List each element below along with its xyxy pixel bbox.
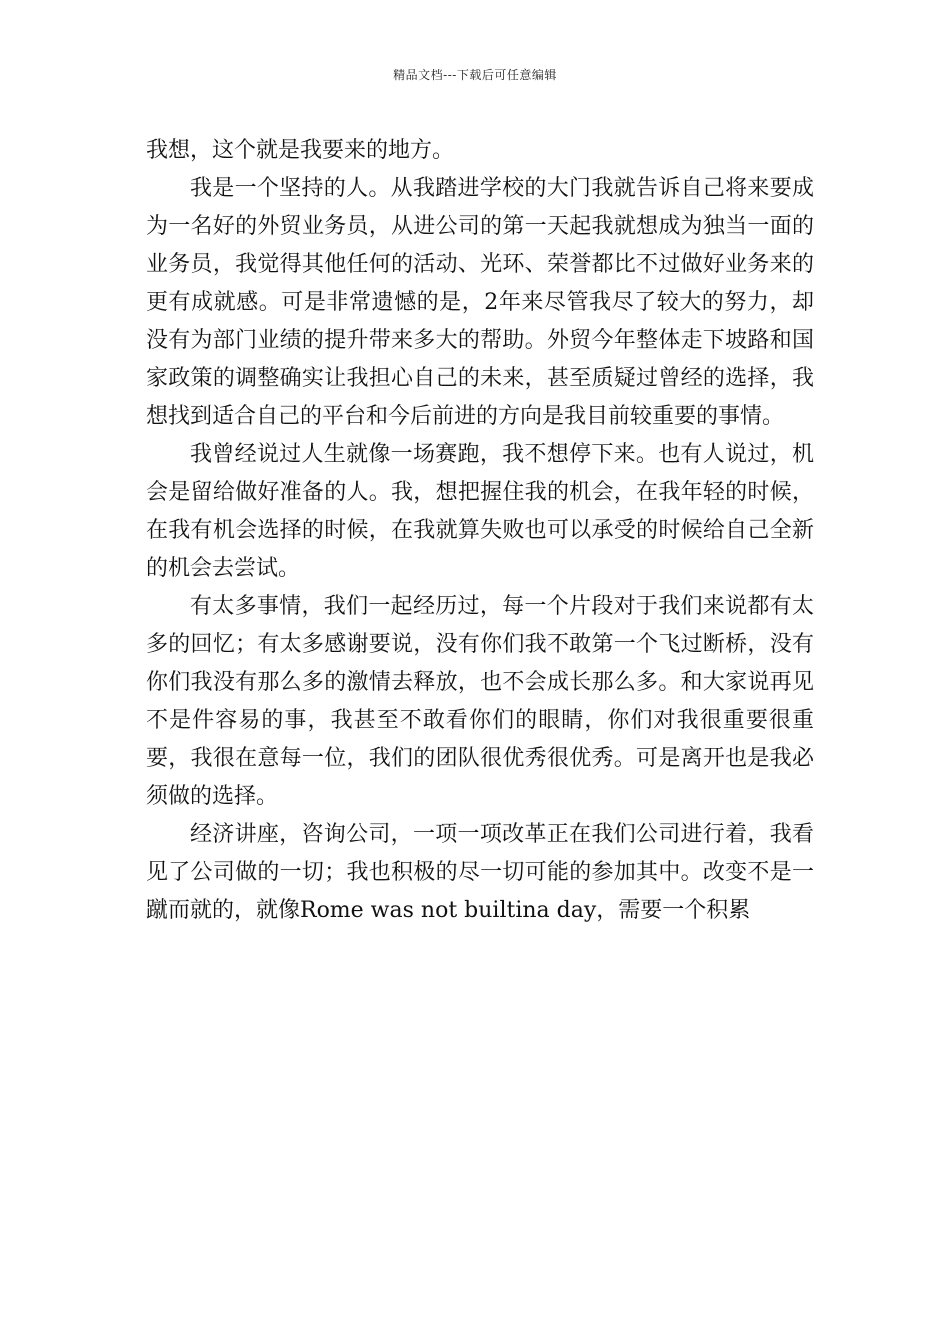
paragraph-1: 我想，这个就是我要来的地方。 [146, 138, 455, 163]
paragraph-5: 经济讲座，咨询公司，一项一项改革正在我们公司进行着，我看见了公司做的一切；我也积极的尽一切可能的参加其中。改变不是一蹴而就的，就像Rome was not builtina day，需要一个积累 [146, 822, 814, 923]
paragraph-4: 有太多事情，我们一起经历过，每一个片段对于我们来说都有太多的回忆；有太多感谢要说，没有你们我不敢第一个飞过断桥，没有你们我没有那么多的激情去释放，也不会成长那么多。和大家说再见不是件容易的事，我甚至不敢看你们的眼睛，你们对我很重要很重要，我很在意每一位，我们的团队很优秀很优秀。可是离开也是我必须做的选择。 [146, 594, 814, 809]
page-header: 精品文档---下载后可任意编辑 [393, 68, 557, 82]
paragraph-2: 我是一个坚持的人。从我踏进学校的大门我就告诉自己将来要成为一名好的外贸业务员，从进公司的第一天起我就想成为独当一面的业务员，我觉得其他任何的活动、光环、荣誉都比不过做好业务来的更有成就感。可是非常遗憾的是，2年来尽管我尽了较大的努力，却没有为部门业绩的提升带来多大的帮助。外贸今年整体走下坡路和国家政策的调整确实让我担心自己的未来，甚至质疑过曾经的选择，我想找到适合自己的平台和今后前进的方向是我目前较重要的事情。 [146, 176, 814, 429]
paragraph-3: 我曾经说过人生就像一场赛跑，我不想停下来。也有人说过，机会是留给做好准备的人。我，想把握住我的机会，在我年轻的时候，在我有机会选择的时候，在我就算失败也可以承受的时候给自己全新的机会去尝试。 [146, 442, 814, 581]
document-body [146, 132, 814, 930]
